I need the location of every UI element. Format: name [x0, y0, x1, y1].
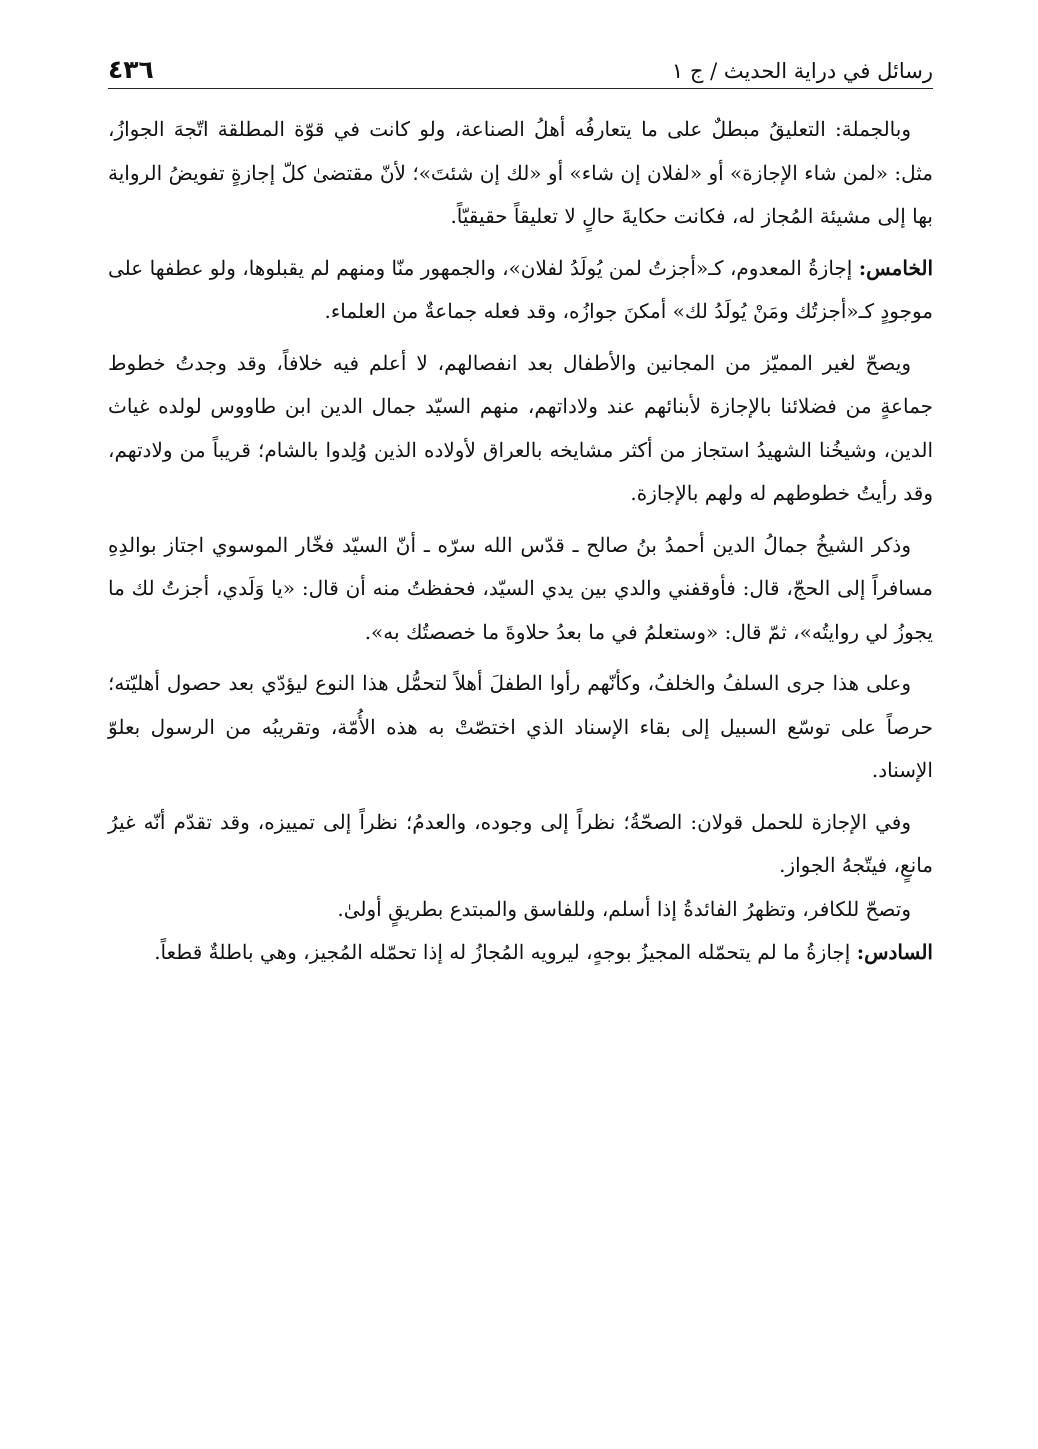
paragraph-jamal-al-din: [108, 524, 933, 655]
paragraph-sixth-section: [108, 931, 933, 975]
paragraph-kafir: [108, 888, 933, 932]
paragraph-fifth-section: [108, 247, 933, 334]
header-divider: [108, 88, 933, 89]
paragraph-text: وفي الإجازة للحمل قولان: الصحّةُ؛ نظراً إلى وجوده، والعدمُ؛ نظراً إلى تمييزه، وقد تقدّم أنّه غيرُ مانعٍ، فيتّجهُ الجواز.: [108, 809, 933, 877]
paragraph-text: وبالجملة: التعليقُ مبطلٌ على ما يتعارفُه أهلُ الصناعة، ولو كانت في قوّة المطلقة اتّجهَ الجوازُ، مثل: «لمن شاء الإجازة» أو «لفلان إن شاء» أو «لك إن شئتَ»؛ لأنّ مقتضىٰ كلّ إجازةٍ تفويضُ الرواية بها إلى مشيئة المُجاز له، فكانت حكايةَ حالٍ لا تعليقاً حقيقيّاً.: [108, 117, 933, 228]
paragraph-haml: [108, 801, 933, 888]
paragraph-text: إجازةُ ما لم يتحمّله المجيزُ بوجهٍ، ليرويه المُجازُ له إذا تحمّله المُجيز، وهي باطلةٌ قطعاً.: [154, 940, 851, 964]
paragraph-non-discerning: [108, 342, 933, 516]
paragraph-text: ويصحّ لغير المميّز من المجانين والأطفال بعد انفصالهم، لا أعلم فيه خلافاً، وقد وجدتُ خطوط جماعةٍ من فضلائنا بالإجازة لأبنائهم عند ولاداتهم، منهم السيّد جمال الدين ابن طاووس لولده غياث الدين، وشيخُنا الشهيدُ استجاز من أكثر مشايخه بالعراق لأولاده الذين وُلِدوا بالشام؛ قريباً من ولادتهم، وقد رأيتُ خطوطهم له ولهم بالإجازة.: [108, 350, 933, 505]
paragraph-text: وتصحّ للكافر، وتظهرُ الفائدةُ إذا أسلم، وللفاسق والمبتدع بطريقٍ أولىٰ.: [337, 896, 911, 921]
page-number: ٤٣٦: [108, 55, 154, 84]
running-title: رسائل في دراية الحديث / ج ١: [671, 59, 933, 83]
section-label-sixth: السادس:: [856, 940, 933, 964]
page-header: [108, 42, 933, 82]
paragraph-conditional-ijaza: [108, 108, 933, 239]
paragraph-text: إجازةُ المعدوم، كـ«أجزتُ لمن يُولَدُ لفلان»، والجمهور منّا ومنهم لم يقبلوها، ولو عطفها على موجودٍ كـ«أجزتُك ومَنْ يُولَدُ لك» أمكنَ جوازُه، وقد فعله جماعةٌ من العلماء.: [108, 255, 933, 323]
paragraph-text: وذكر الشيخُ جمالُ الدين أحمدُ بنُ صالح ـ قدّس الله سرّه ـ أنّ السيّد فخّار الموسوي اجتاز بوالدِهِ مسافراً إلى الحجّ، قال: فأوقفني والدي بين يدي السيّد، فحفظتُ منه أن قال: «يا وَلَدي، أجزتُ لك ما يجوزُ لي روايتُه»، ثمّ قال: «وستعلمُ في ما بعدُ حلاوةَ ما خصصتُك به».: [108, 532, 933, 644]
section-label-fifth: الخامس:: [858, 255, 933, 280]
paragraph-text: وعلى هذا جرى السلفُ والخلفُ، وكأنّهم رأوا الطفلَ أهلاً لتحمُّل هذا النوع ليؤدّي بعد حصول أهليّته؛ حرصاً على توسّع السبيل إلى بقاء الإسناد الذي اختصّتْ به هذه الأُمّة، وتقريبُه من الرسول بعلوّ الإسناد.: [108, 671, 933, 782]
page-body: [108, 108, 933, 983]
paragraph-salaf-khalaf: [108, 662, 933, 793]
